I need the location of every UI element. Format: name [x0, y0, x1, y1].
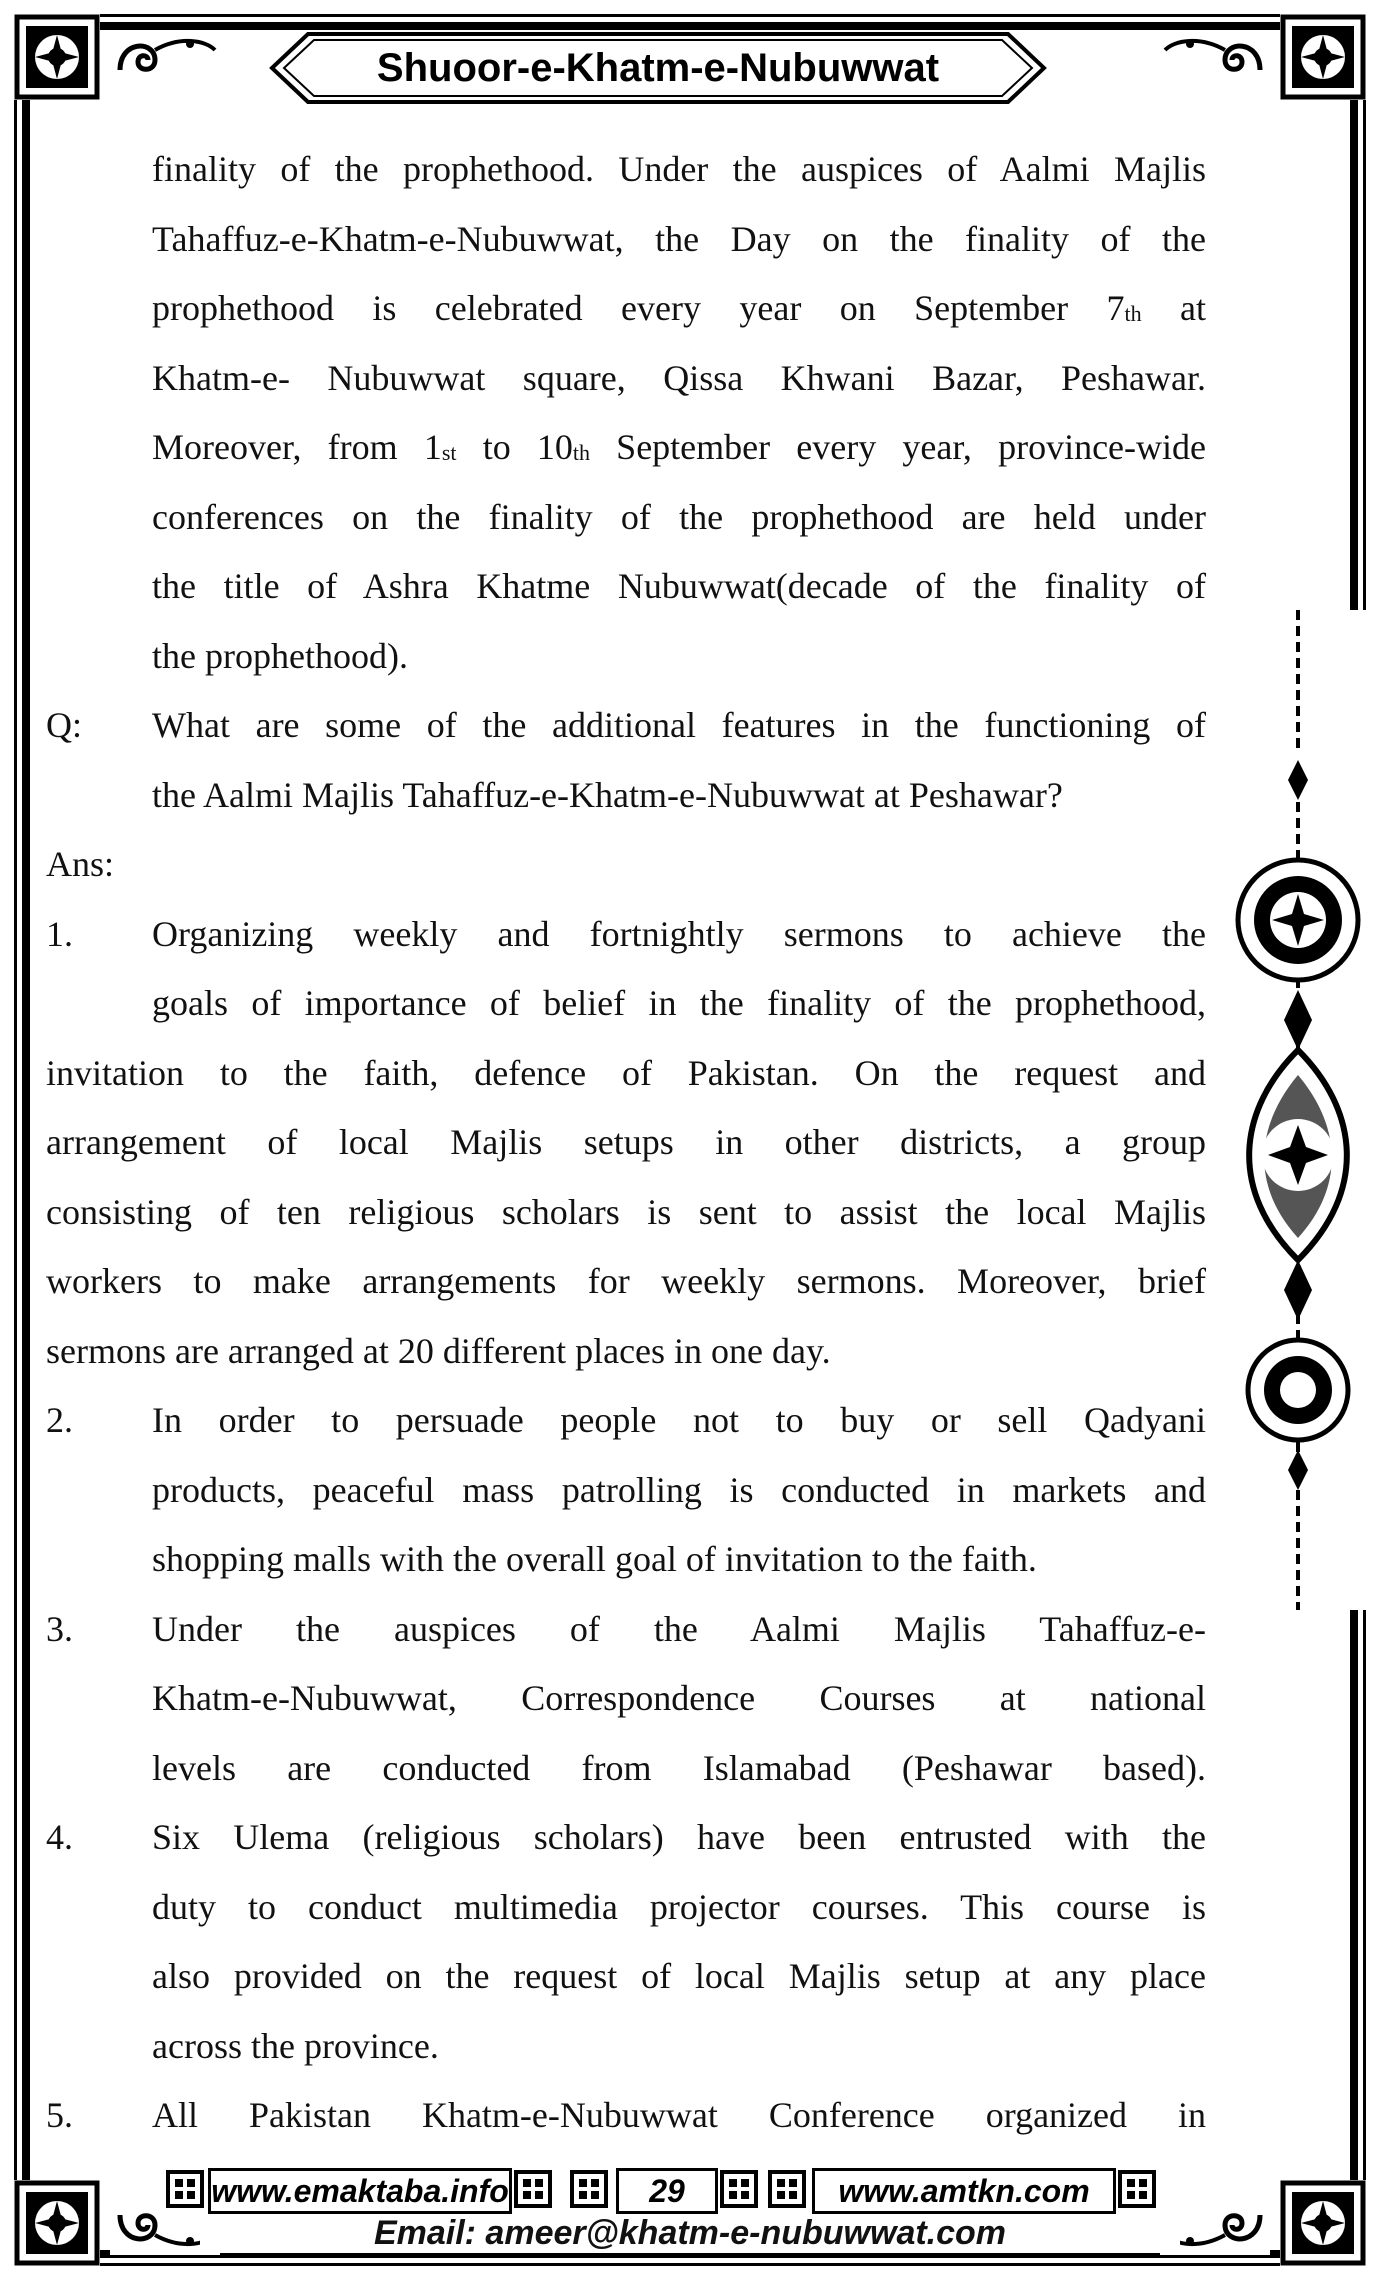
text-line: Moreover, from 1st to 10th September every year, province-wide — [152, 427, 1206, 467]
question-continued: the Aalmi Majlis Tahaffuz-e-Khatm-e-Nubuwwat at Peshawar? — [152, 774, 1063, 815]
text-line: goals of importance of belief in the finality of the prophethood, — [152, 983, 1206, 1023]
text-line: Khatm-e- Nubuwwat square, Qissa Khwani Bazar, Peshawar. — [152, 357, 1206, 398]
grid-icon — [1118, 2170, 1156, 2208]
list-item-2: 2. In order to persuade people not to buy or sell Qadyani — [46, 1386, 1206, 1456]
header-banner — [268, 30, 1048, 106]
list-number: 2. — [46, 1400, 73, 1440]
website-link-left[interactable]: www.emaktaba.info — [208, 2168, 512, 2214]
text-line: products, peaceful mass patrolling is conducted in markets and — [152, 1469, 1206, 1510]
swirl-ornament-top-left — [110, 30, 220, 80]
text-line: finality of the prophethood. Under the auspices of Aalmi Majlis — [152, 149, 1206, 189]
email-link[interactable]: Email: ameer@khatm-e-nubuwwat.com — [200, 2214, 1180, 2253]
text-line: sermons are arranged at 20 different places in one day. — [46, 1330, 831, 1371]
grid-icon — [166, 2170, 204, 2208]
text-line: the prophethood). — [152, 635, 408, 676]
question: Q: What are some of the additional features in the functioning of — [46, 691, 1206, 761]
text-line: arrangement of local Majlis setups in other districts, a group — [46, 1122, 1206, 1162]
grid-icon — [514, 2170, 552, 2208]
page-number: 29 — [616, 2168, 718, 2214]
list-number: 5. — [46, 2095, 73, 2135]
text-line: workers to make arrangements for weekly sermons. Moreover, brief — [46, 1261, 1206, 1301]
swirl-ornament-top-right — [1160, 30, 1270, 80]
list-number: 3. — [46, 1608, 73, 1649]
corner-ornament-top-left — [14, 14, 100, 100]
list-item-1: 1. Organizing weekly and fortnightly sermons to achieve the — [46, 900, 1206, 970]
question-label: Q: — [46, 705, 82, 745]
grid-icon — [768, 2170, 806, 2208]
corner-ornament-top-right — [1280, 14, 1366, 100]
text-line: shopping malls with the overall goal of invitation to the faith. — [152, 1539, 1037, 1579]
text-line: Khatm-e-Nubuwwat, Correspondence Courses at national — [152, 1678, 1206, 1718]
grid-icon — [570, 2170, 608, 2208]
page-title: Shuoor-e-Khatm-e-Nubuwwat — [376, 46, 940, 90]
text-line: duty to conduct multimedia projector courses. This course is — [152, 1886, 1206, 1927]
text-line: prophethood is celebrated every year on September 7th at — [152, 288, 1206, 328]
text-line: also provided on the request of local Majlis setup at any place — [152, 1956, 1206, 1996]
website-link-right[interactable]: www.amtkn.com — [812, 2168, 1116, 2214]
text-line: levels are conducted from Islamabad (Peshawar based). — [152, 1747, 1206, 1788]
grid-icon — [720, 2170, 758, 2208]
text-line: across the province. — [152, 2025, 439, 2066]
answer-label: Ans: — [46, 844, 115, 884]
list-number: 4. — [46, 1817, 73, 1857]
text-line: Tahaffuz-e-Khatm-e-Nubuwwat, the Day on the finality of the — [152, 218, 1206, 259]
footer — [0, 2168, 1380, 2212]
body-text — [46, 135, 1206, 2151]
list-item-3: 3. Under the auspices of the Aalmi Majlis Tahaffuz-e- — [46, 1595, 1206, 1665]
list-number: 1. — [46, 913, 73, 954]
list-item-4: 4. Six Ulema (religious scholars) have been entrusted with the — [46, 1803, 1206, 1873]
text-line: consisting of ten religious scholars is sent to assist the local Majlis — [46, 1191, 1206, 1232]
text-line: the title of Ashra Khatme Nubuwwat(decade of the finality of — [152, 566, 1206, 606]
text-line: conferences on the finality of the prophethood are held under — [152, 496, 1206, 537]
list-item-5: 5. All Pakistan Khatm-e-Nubuwwat Conference organized in — [46, 2081, 1206, 2151]
side-ornament — [1228, 610, 1368, 1610]
text-line: invitation to the faith, defence of Pakistan. On the request and — [46, 1052, 1206, 1093]
